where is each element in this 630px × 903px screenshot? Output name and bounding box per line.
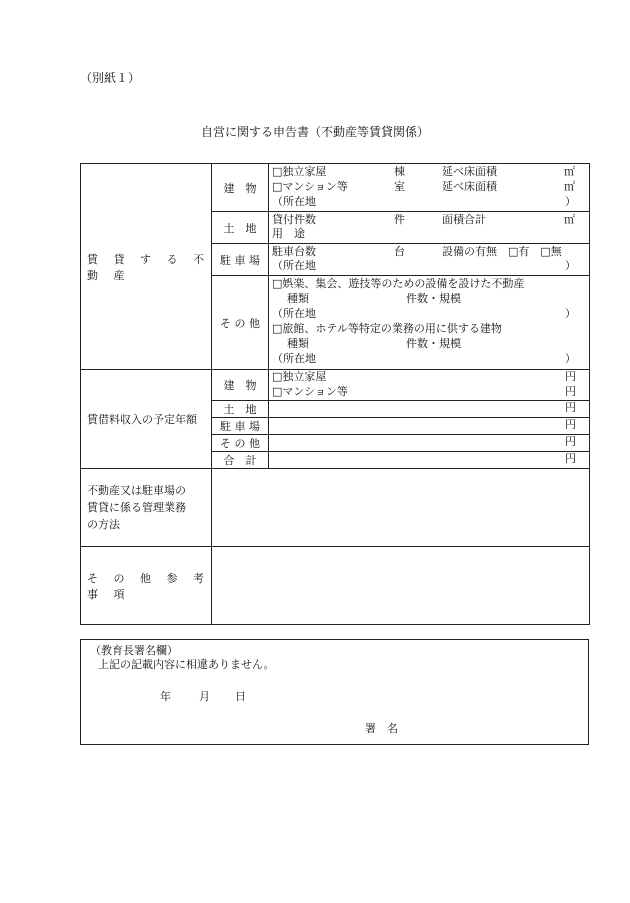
parking-details[interactable]: 駐車台数 台 設備の有無 □有 □無 （所在地 ） <box>269 244 590 276</box>
date-month[interactable]: 月 <box>199 690 210 703</box>
page-title: 自営に関する申告書（不動産等賃貸関係） <box>200 125 429 139</box>
income-land-label: 土 地 <box>212 401 269 418</box>
building-label: 建 物 <box>212 164 269 212</box>
income-label: 賃借料収入の予定年額 <box>81 370 212 469</box>
income-row[interactable]: 円 <box>269 435 590 452</box>
income-row[interactable]: 円 <box>269 418 590 435</box>
parking-label: 駐 車 場 <box>212 244 269 276</box>
other-details[interactable]: □娯楽、集会、遊技等のための設備を設けた不動産 種類 件数・規模 （所在地 ） □旅館、ホテル等特定の業務の用に供する建物 種類 件数・規模 （所在地 ） <box>269 276 590 370</box>
signature-box <box>80 639 589 745</box>
management-method-field[interactable] <box>212 469 590 547</box>
building-details[interactable]: □独立家屋 棟 延べ床面積 ㎡ □マンション等 室 延べ床面積 ㎡ （所在地 ） <box>269 164 590 212</box>
income-building-label: 建 物 <box>212 370 269 401</box>
other-reference-field[interactable] <box>212 547 590 625</box>
management-method-label: 不動産又は駐車場の 賃貸に係る管理業務 の方法 <box>81 469 212 547</box>
signature-field[interactable]: 署 名 <box>365 722 398 735</box>
land-details[interactable]: 貸付件数 件 面積合計 ㎡ 用 途 <box>269 212 590 244</box>
declaration-table <box>80 163 590 625</box>
income-row[interactable]: □独立家屋 円 <box>269 370 590 386</box>
date-year[interactable]: 年 <box>160 690 171 703</box>
income-row[interactable]: 円 <box>269 401 590 418</box>
attachment-label: （別紙１） <box>80 71 141 85</box>
rental-property-label: 賃 貸 す る 不 動 産 <box>81 164 212 370</box>
income-row[interactable]: 円 <box>269 452 590 469</box>
income-total-label: 合 計 <box>212 452 269 469</box>
income-parking-label: 駐 車 場 <box>212 418 269 435</box>
other-label: そ の 他 <box>212 276 269 370</box>
income-row[interactable]: □マンション等 円 <box>269 385 590 401</box>
signature-header: （教育長署名欄） <box>90 644 178 657</box>
date-day[interactable]: 日 <box>235 690 246 703</box>
signature-statement: 上記の記載内容に相違ありません。 <box>98 658 275 671</box>
income-other-label: そ の 他 <box>212 435 269 452</box>
land-label: 土 地 <box>212 212 269 244</box>
other-reference-label: そ の 他 参 考 事 項 <box>81 547 212 625</box>
